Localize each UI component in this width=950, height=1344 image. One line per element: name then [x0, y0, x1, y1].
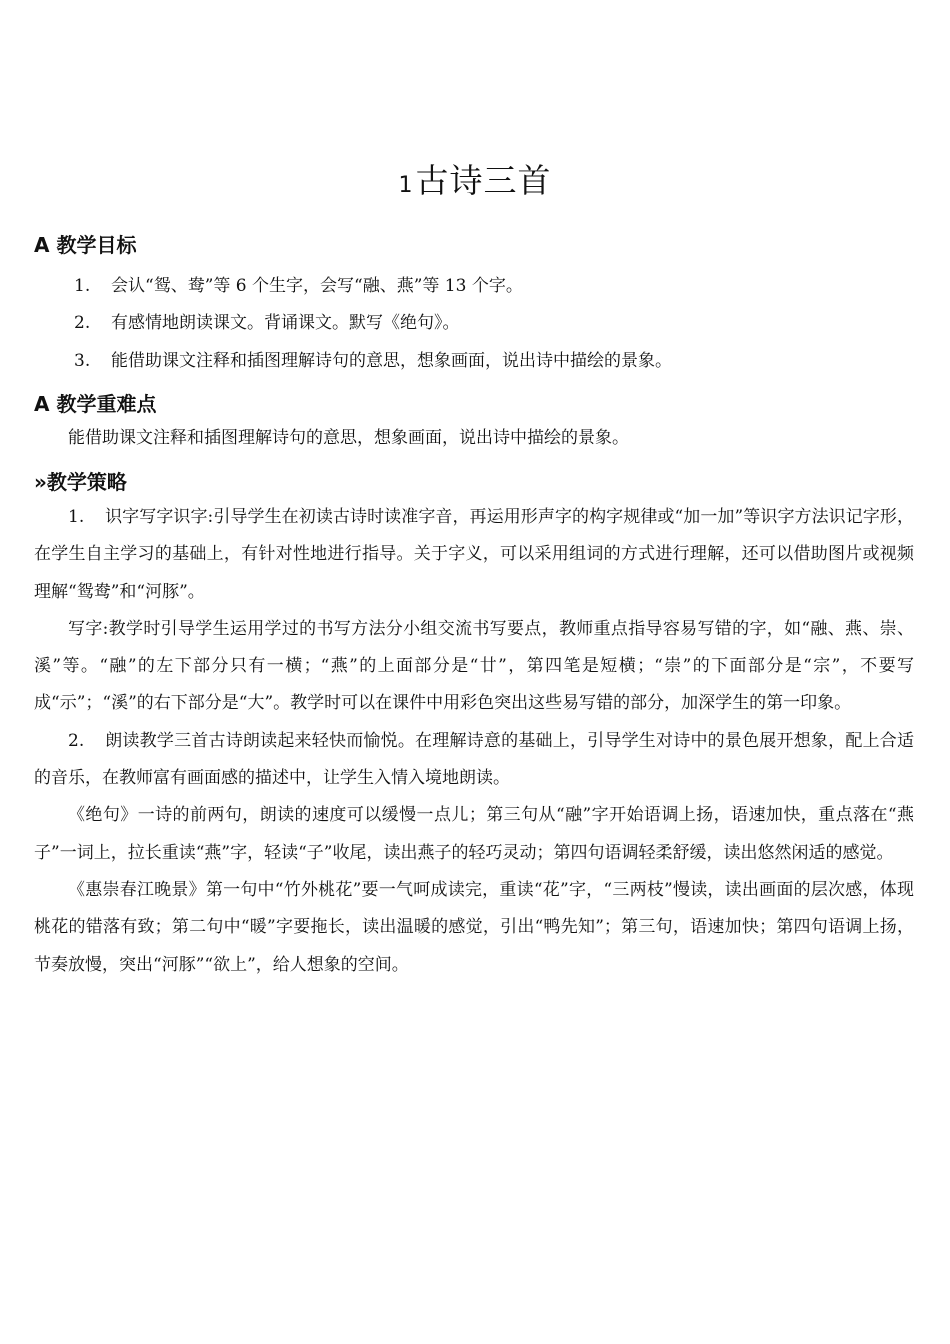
key-points-block: [34, 420, 914, 457]
list-item-text: 会认“鸳、鸯”等 6 个生字，会写“融、燕”等 13 个字。: [111, 276, 523, 296]
paragraph: [34, 723, 914, 798]
paragraph: [34, 797, 914, 872]
paragraph-text: 《绝句》一诗的前两句，朗读的速度可以缓慢一点儿；第三句从“融”字开始语调上扬，语速加快，重点落在“燕子”一词上，拉长重读“燕”字，轻读“子”收尾，读出燕子的轻巧灵动；第四句语调轻柔舒缓，读出悠然闲适的感觉。: [34, 805, 914, 863]
paragraph-text: 写字:教学时引导学生运用学过的书写方法分小组交流书写要点，教师重点指导容易写错的字，如“融、燕、崇、溪”等。“融”的左下部分只有一横；“燕”的上面部分是“廿”，第四笔是短横；“崇”的下面部分是“宗”，不要写成“示”；“溪”的右下部分是“大”。教学时可以在课件中用彩色突出这些易写错的部分，加深学生的第一印象。: [34, 618, 914, 714]
list-item-text: 有感情地朗读课文。背诵课文。默写《绝句》。: [111, 313, 460, 334]
paragraph-text: 识字写字识字:引导学生在初读古诗时读准字音，再运用形声字的构字规律或“加一加”等识字方法识记字形，在学生自主学习的基础上，有针对性地进行指导。关于字义，可以采用组词的方式进行理解，还可以借助图片或视频理解“鸳鸯”和“河豚”。: [34, 507, 914, 602]
paragraph-number: 1.: [68, 507, 85, 527]
list-item-text: 能借助课文注释和插图理解诗句的意思，想象画面，说出诗中描绘的景象。: [111, 350, 672, 371]
objectives-list: [74, 268, 914, 380]
section-heading-strategy: »教学策略: [34, 470, 127, 494]
list-item: [74, 268, 914, 305]
paragraph-text: 朗读教学三首古诗朗读起来轻快而愉悦。在理解诗意的基础上，引导学生对诗中的景色展开想象，配上合适的音乐，在教师富有画面感的描述中，让学生入情入境地朗读。: [34, 730, 914, 789]
title-number: 1: [398, 173, 414, 198]
title-text: 古诗三首: [415, 161, 552, 200]
paragraph-number: 2.: [68, 730, 85, 751]
section-heading-key-points: A 教学重难点: [34, 392, 157, 416]
paragraph: 能借助课文注释和插图理解诗句的意思，想象画面，说出诗中描绘的景象。: [68, 428, 629, 448]
strategy-block: [34, 499, 914, 984]
list-item: [74, 343, 914, 380]
paragraph: [34, 872, 914, 984]
list-item-number: 3.: [74, 350, 91, 371]
list-item-number: 2.: [74, 313, 91, 334]
paragraph: [34, 611, 914, 723]
page-title: [0, 156, 950, 211]
list-item: [74, 305, 914, 342]
list-item-number: 1.: [74, 276, 91, 296]
paragraph: [34, 499, 914, 611]
paragraph-text: 《惠崇春江晚景》第一句中“竹外桃花”要一气呵成读完，重读“花”字，“三两枝”慢读，读出画面的层次感，体现桃花的错落有致；第二句中“暖”字要拖长，读出温暖的感觉，引出“鸭先知”；第三句，语速加快；第四句语调上扬，节奏放慢，突出“河豚”“欲上”，给人想象的空间。: [34, 879, 914, 975]
section-heading-objectives: A 教学目标: [34, 233, 137, 257]
